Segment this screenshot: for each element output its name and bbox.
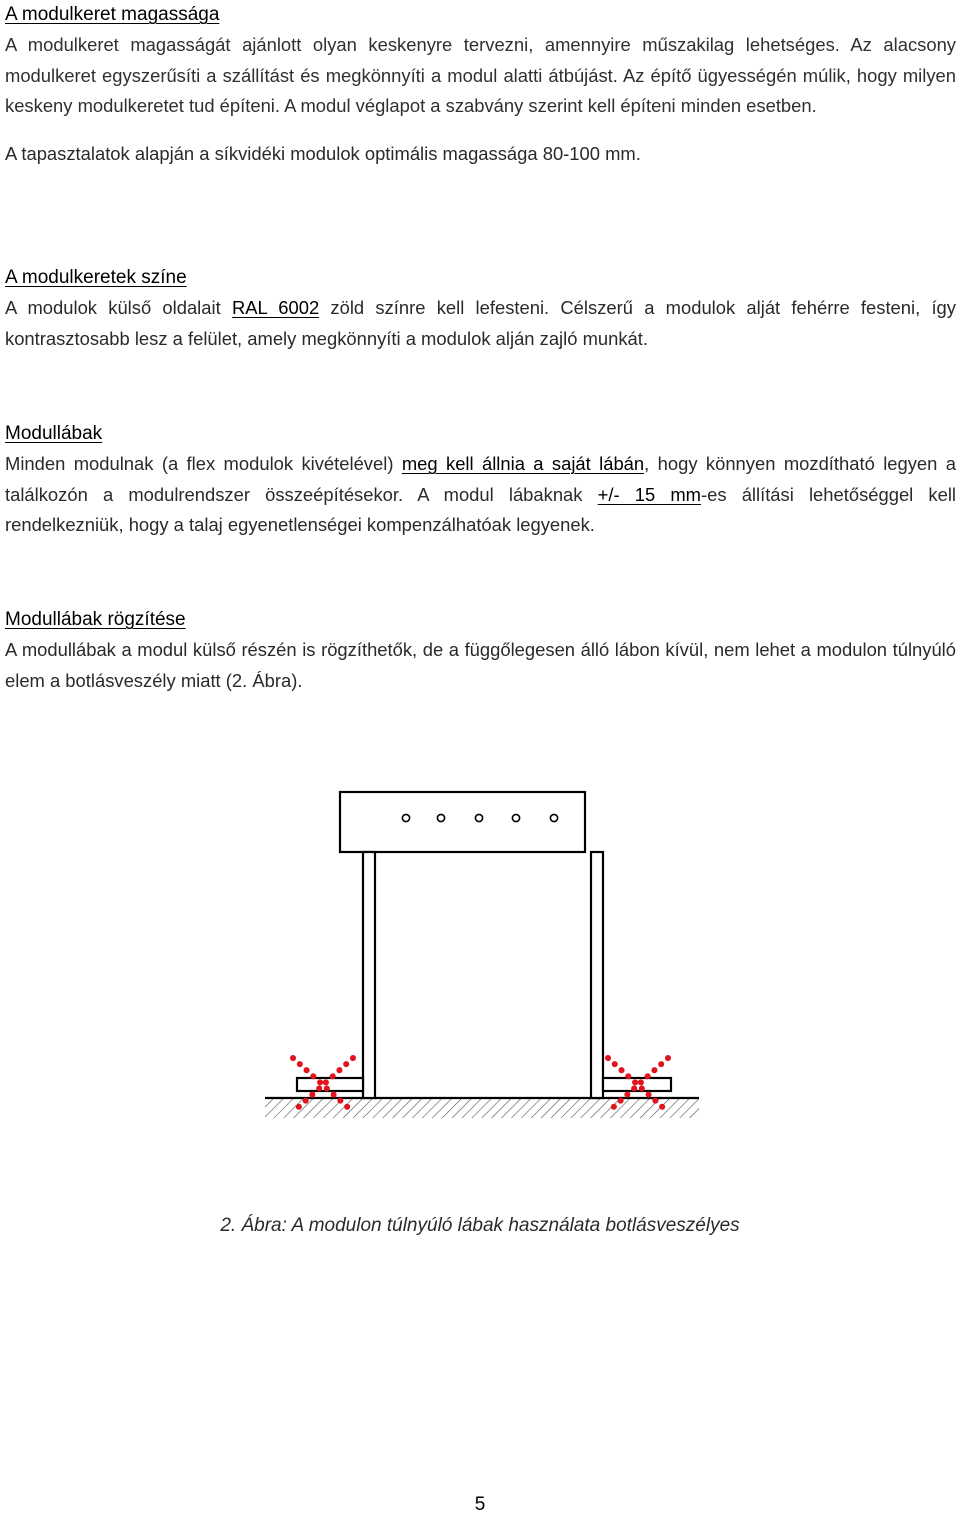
emphasis-adjustment-range: +/- 15 mm xyxy=(597,483,701,505)
text-run: Minden modulnak (a flex modulok kivételével) xyxy=(5,453,402,474)
section-frame-color xyxy=(5,263,956,354)
figure-caption: 2. Ábra: A modulon túlnyúló lábak használata botlásveszélyes xyxy=(220,1215,740,1236)
heading-frame-color: A modulkeretek színe xyxy=(5,267,187,288)
heading-module-legs: Modullábak xyxy=(5,423,103,444)
hole xyxy=(512,814,519,821)
section-leg-fixing xyxy=(5,605,956,696)
module-frame-plate xyxy=(340,792,585,852)
hole xyxy=(437,814,444,821)
section-module-frame-height xyxy=(5,0,956,169)
text-run: -es állítási lehetőséggel kell rendelkezniük, hogy a talaj egyenetlenségei kompenzálhatóak legyenek. xyxy=(5,483,956,535)
hole xyxy=(402,814,409,821)
text-run: zöld színre kell lefesteni. Célszerű a modulok alját fehérre festeni, így kontrasztosabb lesz a felület, amely megkönnyíti a modulok alján zajló munkát. xyxy=(5,297,956,349)
ground xyxy=(265,1098,699,1118)
page-number: 5 xyxy=(474,1494,486,1515)
section-module-legs xyxy=(5,419,956,541)
paragraph-frame-color xyxy=(5,293,956,354)
paragraph-optimal-height: A tapasztalatok alapján a síkvidéki modulok optimális magassága 80-100 mm. xyxy=(5,142,641,164)
paragraph-leg-fixing: A modullábak a modul külső részén is rögzíthetők, de a függőlegesen álló lábon kívül, nem lehet a modulon túlnyúló elem a botlásveszély miatt (2. Ábra). xyxy=(5,639,956,691)
hole xyxy=(550,814,557,821)
emphasis-stand-on-own-legs: meg kell állnia a saját lábán xyxy=(401,453,645,474)
paragraph-module-legs xyxy=(5,449,956,541)
heading-leg-fixing: Modullábak rögzítése xyxy=(5,609,186,630)
heading-module-frame-height: A modulkeret magassága xyxy=(5,4,220,25)
text-run: A modulok külső oldalait xyxy=(5,297,232,318)
ral-code: RAL 6002 xyxy=(231,297,320,318)
left-leg xyxy=(297,852,375,1098)
text-run: , hogy könnyen mozdítható legyen a találkozón a modulrendszer összeépítésekor. A modul lábaknak xyxy=(5,453,956,505)
module-leg-diagram xyxy=(255,780,705,1125)
right-leg xyxy=(591,852,671,1098)
paragraph-frame-height: A modulkeret magasságát ajánlott olyan keskenyre tervezni, amennyire műszakilag lehetséges. Az alacsony modulkeret egyszerűsíti a szállítást és megkönnyíti a modul alatti átbújást. Az építő ügyességén múlik, hogy milyen keskeny modulkeretet tud építeni. A modul véglapot a szabvány szerint kell építeni minden esetben. xyxy=(5,34,956,116)
hole xyxy=(475,814,482,821)
